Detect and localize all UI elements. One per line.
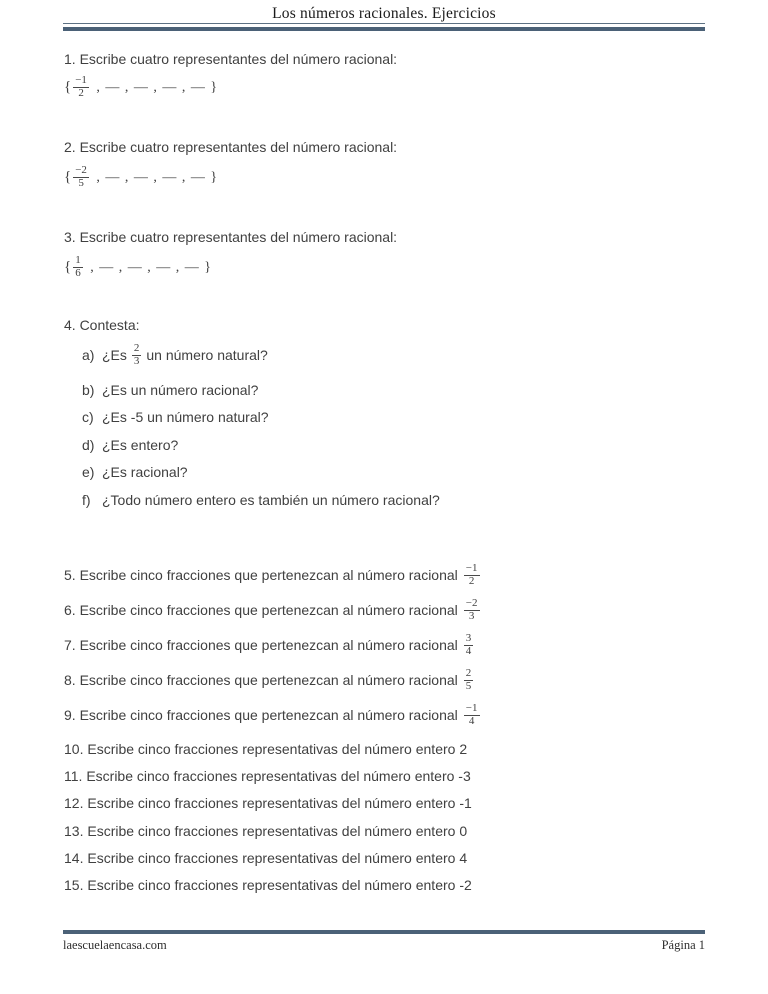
- item-text-pre: ¿Es: [102, 346, 127, 363]
- exercise-7-question: 7. Escribe cinco fracciones que pertenezcan al número racional: [64, 636, 458, 653]
- fraction-denominator: 2: [464, 575, 480, 588]
- item-label: f): [82, 492, 91, 508]
- fraction-denominator: 2: [73, 87, 89, 100]
- exercise-3-question: 3. Escribe cuatro representantes del número racional:: [64, 229, 398, 245]
- open-brace: {: [64, 258, 72, 275]
- set-blanks: , — , — , — , — }: [90, 169, 218, 185]
- item-label: c): [82, 409, 94, 425]
- fraction-denominator: 4: [464, 715, 480, 728]
- footer-rule: [63, 930, 705, 934]
- exercise-14-question: 14. Escribe cinco fracciones representativas del número entero 4: [64, 850, 468, 866]
- fraction-numerator: −2: [465, 597, 478, 609]
- fraction: [464, 563, 480, 587]
- document-footer: [63, 938, 705, 953]
- item-label: b): [82, 382, 95, 398]
- exercise-1-question: 1. Escribe cuatro representantes del número racional:: [64, 51, 398, 67]
- fraction-numerator: −2: [75, 164, 87, 176]
- footer-page-number: Página 1: [661, 938, 705, 952]
- exercise-11-question: 11. Escribe cinco fracciones representativas del número entero -3: [64, 768, 471, 784]
- exercise-4-item-b: [82, 382, 258, 399]
- exercise-12-question: 12. Escribe cinco fracciones representativas del número entero -1: [64, 795, 472, 811]
- header-rule: [63, 23, 705, 31]
- exercise-5: [64, 562, 480, 588]
- fraction-denominator: 5: [465, 679, 472, 692]
- exercise-4-item-a: [82, 342, 268, 368]
- fraction-denominator: 3: [464, 610, 480, 623]
- exercise-2-question: 2. Escribe cuatro representantes del número racional:: [64, 139, 398, 155]
- fraction: [73, 255, 83, 279]
- open-brace: {: [64, 78, 72, 95]
- fraction: [464, 598, 480, 622]
- fraction: [73, 75, 89, 99]
- fraction: [464, 703, 480, 727]
- item-text: ¿Todo número entero es también un número racional?: [102, 492, 440, 508]
- fraction: [73, 165, 89, 189]
- exercise-1-set: [64, 74, 217, 100]
- set-blanks: , — , — , — , — }: [90, 79, 218, 95]
- fraction: [464, 668, 474, 692]
- fraction-numerator: −1: [465, 562, 478, 574]
- fraction-denominator: 3: [133, 354, 140, 367]
- exercise-6-question: 6. Escribe cinco fracciones que pertenezcan al número racional: [64, 601, 458, 618]
- open-brace: {: [64, 168, 72, 185]
- fraction-numerator: 1: [75, 254, 81, 266]
- footer-site: laescuelaencasa.com: [63, 938, 167, 952]
- exercise-13-question: 13. Escribe cinco fracciones representativas del número entero 0: [64, 823, 468, 839]
- fraction-denominator: 4: [465, 644, 472, 657]
- fraction-numerator: 3: [465, 632, 472, 644]
- exercise-9-question: 9. Escribe cinco fracciones que pertenezcan al número racional: [64, 706, 458, 723]
- item-label: d): [82, 437, 95, 453]
- fraction-numerator: 2: [465, 667, 472, 679]
- exercise-10-question: 10. Escribe cinco fracciones representativas del número entero 2: [64, 741, 468, 757]
- header-rule-thick-line: [63, 27, 705, 31]
- fraction-denominator: 5: [73, 177, 89, 190]
- exercise-6: [64, 597, 480, 623]
- fraction-numerator: −1: [75, 74, 87, 86]
- exercise-2-set: [64, 164, 217, 190]
- fraction-numerator: 2: [133, 342, 140, 354]
- item-text: ¿Es un número racional?: [102, 382, 259, 398]
- item-text-post: un número natural?: [146, 346, 268, 363]
- item-text: ¿Es racional?: [102, 464, 188, 480]
- fraction-numerator: −1: [465, 702, 478, 714]
- fraction: [132, 343, 142, 367]
- item-text: ¿Es -5 un número natural?: [102, 409, 269, 425]
- exercise-7: [64, 632, 473, 658]
- exercise-9: [64, 702, 480, 728]
- exercise-8: [64, 667, 473, 693]
- exercise-4-item-f: [82, 492, 440, 509]
- exercise-15-question: 15. Escribe cinco fracciones representativas del número entero -2: [64, 877, 472, 893]
- set-blanks: , — , — , — , — }: [84, 259, 211, 275]
- fraction: [464, 633, 474, 657]
- exercise-8-question: 8. Escribe cinco fracciones que pertenezcan al número racional: [64, 671, 458, 688]
- item-label: a): [82, 346, 95, 363]
- item-label: e): [82, 464, 95, 480]
- fraction-denominator: 6: [75, 266, 81, 279]
- item-text: ¿Es entero?: [102, 437, 179, 453]
- exercise-3-set: [64, 254, 211, 280]
- exercise-5-question: 5. Escribe cinco fracciones que pertenezcan al número racional: [64, 566, 458, 583]
- exercise-4-item-e: [82, 464, 188, 481]
- exercise-4-question: 4. Contesta:: [64, 317, 140, 333]
- document-title: Los números racionales. Ejercicios: [272, 5, 496, 22]
- exercise-4-item-c: [82, 409, 269, 426]
- exercise-4-item-d: [82, 437, 178, 454]
